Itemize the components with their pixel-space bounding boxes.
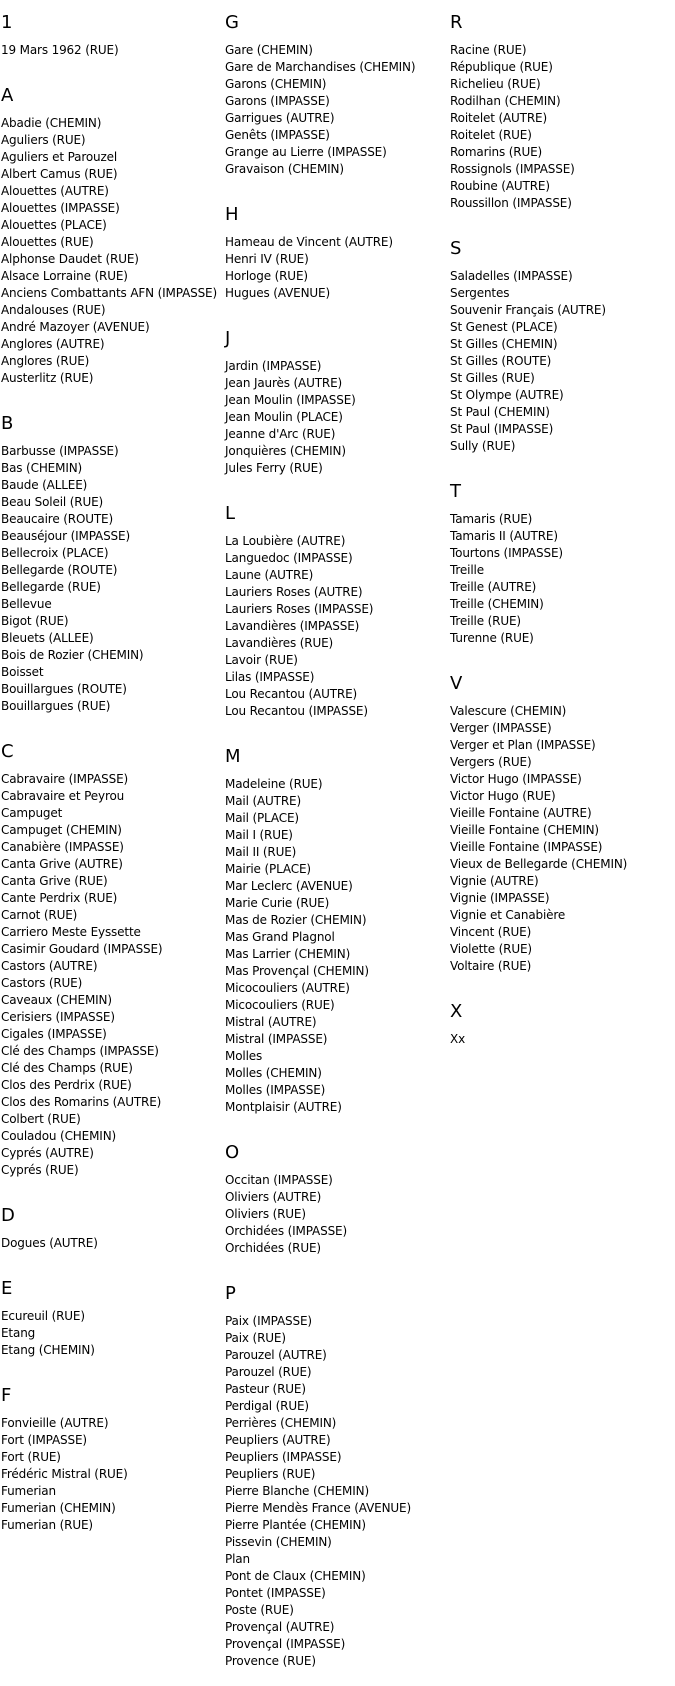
street-entry: Clos des Perdrix (RUE) (1, 1078, 132, 1092)
street-entry: Lou Recantou (AUTRE) (225, 687, 358, 701)
street-entry: 19 Mars 1962 (RUE) (1, 43, 119, 57)
street-entry: Bois de Rozier (CHEMIN) (1, 648, 144, 662)
street-entry: Souvenir Français (AUTRE) (450, 303, 606, 317)
street-entry: Voltaire (RUE) (450, 959, 532, 973)
street-entry: Aguliers et Parouzel (1, 150, 118, 164)
street-entry: St Genest (PLACE) (450, 320, 558, 334)
street-entry: Marie Curie (RUE) (225, 896, 330, 910)
street-entry: Bellegarde (RUE) (1, 580, 101, 594)
street-entry: Mistral (IMPASSE) (225, 1032, 328, 1046)
index-column-2 (225, 12, 450, 1670)
street-entry: Etang (CHEMIN) (1, 1343, 95, 1357)
street-entry: Abadie (CHEMIN) (1, 116, 102, 130)
street-entry: Jean Jaurès (AUTRE) (225, 376, 343, 390)
section-letter-heading: R (450, 12, 463, 33)
street-entry: Peupliers (AUTRE) (225, 1433, 331, 1447)
street-entry: Montplaisir (AUTRE) (225, 1100, 342, 1114)
street-entry: Jeanne d'Arc (RUE) (225, 427, 336, 441)
street-entry: Parouzel (AUTRE) (225, 1348, 327, 1362)
section-letter-heading: H (225, 204, 239, 225)
section-spacer (450, 647, 675, 673)
street-entry: Micocouliers (RUE) (225, 998, 335, 1012)
street-list (1, 771, 221, 1179)
street-entry: André Mazoyer (AVENUE) (1, 320, 150, 334)
street-entry: Tourtons (IMPASSE) (450, 546, 563, 560)
section-spacer (1, 387, 221, 413)
street-entry: Alouettes (AUTRE) (1, 184, 109, 198)
street-entry: Roussillon (IMPASSE) (450, 196, 572, 210)
street-entry: St Gilles (ROUTE) (450, 354, 552, 368)
street-entry: Baude (ALLEE) (1, 478, 88, 492)
section-letter-heading: F (1, 1385, 12, 1406)
street-entry: Verger et Plan (IMPASSE) (450, 738, 596, 752)
street-entry: Jules Ferry (RUE) (225, 461, 323, 475)
section-letter-heading: A (1, 85, 14, 106)
street-entry: Canta Grive (AUTRE) (1, 857, 123, 871)
street-entry: Roitelet (AUTRE) (450, 111, 548, 125)
street-entry: Mas de Rozier (CHEMIN) (225, 913, 367, 927)
street-entry: Vincent (RUE) (450, 925, 532, 939)
street-entry: Jean Moulin (IMPASSE) (225, 393, 356, 407)
street-entry: Languedoc (IMPASSE) (225, 551, 353, 565)
street-entry: St Paul (IMPASSE) (450, 422, 554, 436)
street-entry: Pierre Mendès France (AVENUE) (225, 1501, 411, 1515)
street-entry: Mar Leclerc (AVENUE) (225, 879, 353, 893)
street-entry: Romarins (RUE) (450, 145, 543, 159)
street-entry: Pasteur (RUE) (225, 1382, 306, 1396)
street-entry: Hugues (AVENUE) (225, 286, 330, 300)
street-entry: Dogues (AUTRE) (1, 1236, 98, 1250)
street-entry: Gare de Marchandises (CHEMIN) (225, 60, 416, 74)
street-entry: Alouettes (RUE) (1, 235, 94, 249)
street-entry: St Gilles (CHEMIN) (450, 337, 558, 351)
street-list (1, 443, 221, 715)
section-letter-heading: T (450, 481, 461, 502)
street-entry: Provençal (IMPASSE) (225, 1637, 346, 1651)
street-entry: Cyprés (RUE) (1, 1163, 79, 1177)
street-entry: Vieille Fontaine (IMPASSE) (450, 840, 603, 854)
street-entry: Anglores (RUE) (1, 354, 90, 368)
street-entry: Jonquières (CHEMIN) (225, 444, 346, 458)
section-spacer (225, 1257, 450, 1283)
letter-section (450, 673, 675, 1001)
street-entry: Provence (RUE) (225, 1654, 316, 1668)
section-spacer (225, 720, 450, 746)
street-list (450, 42, 675, 212)
street-entry: Violette (RUE) (450, 942, 532, 956)
street-entry: Tamaris (RUE) (450, 512, 533, 526)
street-list (450, 268, 675, 455)
street-entry: Cabravaire (IMPASSE) (1, 772, 129, 786)
street-entry: Andalouses (RUE) (1, 303, 106, 317)
street-entry: Mas Larrier (CHEMIN) (225, 947, 351, 961)
street-list (1, 42, 221, 59)
street-entry: Mairie (PLACE) (225, 862, 311, 876)
section-spacer (1, 1252, 221, 1278)
street-entry: St Gilles (RUE) (450, 371, 535, 385)
section-spacer (450, 455, 675, 481)
street-entry: Parouzel (RUE) (225, 1365, 312, 1379)
street-entry: Molles (IMPASSE) (225, 1083, 326, 1097)
section-letter-heading: X (450, 1001, 463, 1022)
street-entry: Mail II (RUE) (225, 845, 297, 859)
street-entry: Treille (450, 563, 484, 577)
letter-section (225, 503, 450, 746)
street-list (225, 1313, 450, 1670)
street-entry: Castors (RUE) (1, 976, 83, 990)
street-entry: Perdigal (RUE) (225, 1399, 309, 1413)
letter-section (225, 1283, 450, 1670)
street-entry: Alouettes (PLACE) (1, 218, 107, 232)
street-entry: Pierre Plantée (CHEMIN) (225, 1518, 366, 1532)
street-entry: Pont de Claux (CHEMIN) (225, 1569, 366, 1583)
street-entry: Rossignols (IMPASSE) (450, 162, 575, 176)
letter-section (225, 746, 450, 1142)
section-letter-heading: P (225, 1283, 236, 1304)
street-list (450, 1031, 675, 1048)
street-list (1, 115, 221, 387)
street-entry: Jardin (IMPASSE) (225, 359, 322, 373)
letter-section (225, 328, 450, 503)
street-entry: Bouillargues (RUE) (1, 699, 111, 713)
street-entry: Barbusse (IMPASSE) (1, 444, 119, 458)
street-entry: Ecureuil (RUE) (1, 1309, 85, 1323)
letter-section (1, 741, 221, 1205)
street-entry: Rodilhan (CHEMIN) (450, 94, 561, 108)
street-entry: La Loubière (AUTRE) (225, 534, 346, 548)
street-entry: Provençal (AUTRE) (225, 1620, 335, 1634)
street-list (225, 234, 450, 302)
street-entry: Valescure (CHEMIN) (450, 704, 567, 718)
street-entry: Boisset (1, 665, 44, 679)
street-entry: Sergentes (450, 286, 510, 300)
section-letter-heading: B (1, 413, 14, 434)
street-list (1, 1235, 221, 1252)
section-letter-heading: 1 (1, 12, 13, 33)
street-entry: Peupliers (IMPASSE) (225, 1450, 342, 1464)
street-entry: Vignie (AUTRE) (450, 874, 539, 888)
street-entry: Cyprés (AUTRE) (1, 1146, 94, 1160)
street-entry: Oliviers (AUTRE) (225, 1190, 322, 1204)
street-entry: Castors (AUTRE) (1, 959, 98, 973)
street-entry: Austerlitz (RUE) (1, 371, 94, 385)
street-entry: Treille (CHEMIN) (450, 597, 544, 611)
street-entry: Anciens Combattants AFN (IMPASSE) (1, 286, 218, 300)
street-entry: Fumerian (RUE) (1, 1518, 93, 1532)
street-entry: Bouillargues (ROUTE) (1, 682, 127, 696)
street-entry: Roitelet (RUE) (450, 128, 532, 142)
street-entry: Bellecroix (PLACE) (1, 546, 109, 560)
section-spacer (225, 477, 450, 503)
index-column-1 (1, 12, 221, 1534)
street-entry: Clé des Champs (IMPASSE) (1, 1044, 159, 1058)
street-entry: Vieille Fontaine (AUTRE) (450, 806, 592, 820)
street-entry: Molles (225, 1049, 263, 1063)
street-entry: Campuget (CHEMIN) (1, 823, 122, 837)
street-entry: Garons (IMPASSE) (225, 94, 330, 108)
letter-section (225, 1142, 450, 1283)
street-list (225, 358, 450, 477)
section-spacer (1, 1359, 221, 1385)
letter-section (225, 12, 450, 204)
street-entry: Lavandières (IMPASSE) (225, 619, 360, 633)
street-entry: Frédéric Mistral (RUE) (1, 1467, 128, 1481)
section-letter-heading: V (450, 673, 463, 694)
letter-section (1, 12, 221, 85)
street-entry: Richelieu (RUE) (450, 77, 541, 91)
street-entry: Molles (CHEMIN) (225, 1066, 322, 1080)
street-entry: Lavandières (RUE) (225, 636, 334, 650)
street-entry: Gare (CHEMIN) (225, 43, 313, 57)
street-entry: Cante Perdrix (RUE) (1, 891, 118, 905)
street-list (450, 703, 675, 975)
street-entry: Vieux de Bellegarde (CHEMIN) (450, 857, 628, 871)
section-spacer (225, 178, 450, 204)
street-entry: Mas Grand Plagnol (225, 930, 335, 944)
street-entry: Laune (AUTRE) (225, 568, 314, 582)
street-list (450, 511, 675, 647)
street-entry: St Olympe (AUTRE) (450, 388, 564, 402)
street-entry: Lou Recantou (IMPASSE) (225, 704, 368, 718)
street-list (1, 1308, 221, 1359)
street-entry: Lavoir (RUE) (225, 653, 298, 667)
street-entry: Aguliers (RUE) (1, 133, 86, 147)
street-entry: Occitan (IMPASSE) (225, 1173, 333, 1187)
street-entry: Xx (450, 1032, 466, 1046)
street-entry: Tamaris II (AUTRE) (450, 529, 558, 543)
street-entry: Victor Hugo (IMPASSE) (450, 772, 582, 786)
street-entry: Sully (RUE) (450, 439, 516, 453)
street-entry: Lauriers Roses (AUTRE) (225, 585, 363, 599)
street-entry: Alsace Lorraine (RUE) (1, 269, 128, 283)
street-entry: Hameau de Vincent (AUTRE) (225, 235, 393, 249)
street-entry: Etang (1, 1326, 36, 1340)
street-entry: Bleuets (ALLEE) (1, 631, 94, 645)
section-letter-heading: M (225, 746, 241, 767)
section-letter-heading: C (1, 741, 14, 762)
street-entry: Perrières (CHEMIN) (225, 1416, 337, 1430)
street-entry: République (RUE) (450, 60, 553, 74)
section-letter-heading: J (225, 328, 231, 349)
street-entry: Garons (CHEMIN) (225, 77, 327, 91)
street-entry: Canabière (IMPASSE) (1, 840, 124, 854)
street-entry: Cerisiers (IMPASSE) (1, 1010, 115, 1024)
street-list (225, 1172, 450, 1257)
letter-section (450, 12, 675, 238)
street-entry: Pierre Blanche (CHEMIN) (225, 1484, 369, 1498)
section-spacer (225, 302, 450, 328)
street-entry: Treille (RUE) (450, 614, 521, 628)
street-entry: Gravaison (CHEMIN) (225, 162, 344, 176)
street-entry: Carriero Meste Eyssette (1, 925, 141, 939)
street-entry: Paix (IMPASSE) (225, 1314, 312, 1328)
street-entry: Mail (AUTRE) (225, 794, 301, 808)
street-entry: Clos des Romarins (AUTRE) (1, 1095, 162, 1109)
section-spacer (450, 975, 675, 1001)
section-spacer (1, 59, 221, 85)
section-spacer (225, 1116, 450, 1142)
street-entry: Alphonse Daudet (RUE) (1, 252, 139, 266)
section-letter-heading: G (225, 12, 239, 33)
street-entry: Colbert (RUE) (1, 1112, 81, 1126)
street-entry: Campuget (1, 806, 63, 820)
street-entry: Anglores (AUTRE) (1, 337, 105, 351)
letter-section (1, 413, 221, 741)
street-entry: Micocouliers (AUTRE) (225, 981, 350, 995)
street-entry: Turenne (RUE) (450, 631, 534, 645)
street-entry: Fumerian (1, 1484, 56, 1498)
street-entry: St Paul (CHEMIN) (450, 405, 550, 419)
street-entry: Bas (CHEMIN) (1, 461, 83, 475)
street-list (1, 1415, 221, 1534)
section-letter-heading: D (1, 1205, 15, 1226)
street-entry: Fonvieille (AUTRE) (1, 1416, 109, 1430)
street-entry: Treille (AUTRE) (450, 580, 537, 594)
section-spacer (1, 1179, 221, 1205)
section-letter-heading: S (450, 238, 462, 259)
index-column-3 (450, 12, 675, 1048)
street-entry: Casimir Goudard (IMPASSE) (1, 942, 163, 956)
street-entry: Clé des Champs (RUE) (1, 1061, 133, 1075)
street-entry: Mail (PLACE) (225, 811, 299, 825)
street-entry: Couladou (CHEMIN) (1, 1129, 117, 1143)
street-entry: Albert Camus (RUE) (1, 167, 118, 181)
street-entry: Carnot (RUE) (1, 908, 78, 922)
street-entry: Jean Moulin (PLACE) (225, 410, 343, 424)
street-entry: Genêts (IMPASSE) (225, 128, 330, 142)
street-entry: Bellevue (1, 597, 52, 611)
street-entry: Henri IV (RUE) (225, 252, 309, 266)
street-entry: Pontet (IMPASSE) (225, 1586, 326, 1600)
street-entry: Horloge (RUE) (225, 269, 308, 283)
letter-section (450, 1001, 675, 1048)
street-entry: Pissevin (CHEMIN) (225, 1535, 332, 1549)
street-entry: Paix (RUE) (225, 1331, 286, 1345)
street-entry: Lauriers Roses (IMPASSE) (225, 602, 374, 616)
street-entry: Plan (225, 1552, 250, 1566)
street-entry: Garrigues (AUTRE) (225, 111, 335, 125)
street-entry: Beau Soleil (RUE) (1, 495, 104, 509)
street-entry: Fort (RUE) (1, 1450, 61, 1464)
street-entry: Mistral (AUTRE) (225, 1015, 317, 1029)
street-list (225, 533, 450, 720)
street-entry: Beauséjour (IMPASSE) (1, 529, 130, 543)
section-letter-heading: E (1, 1278, 13, 1299)
section-letter-heading: L (225, 503, 236, 524)
street-entry: Roubine (AUTRE) (450, 179, 550, 193)
street-entry: Racine (RUE) (450, 43, 527, 57)
street-entry: Beaucaire (ROUTE) (1, 512, 114, 526)
letter-section (1, 85, 221, 413)
street-entry: Saladelles (IMPASSE) (450, 269, 573, 283)
letter-section (225, 204, 450, 328)
street-entry: Mail I (RUE) (225, 828, 293, 842)
street-entry: Cabravaire et Peyrou (1, 789, 125, 803)
street-entry: Madeleine (RUE) (225, 777, 323, 791)
street-entry: Lilas (IMPASSE) (225, 670, 315, 684)
street-entry: Vergers (RUE) (450, 755, 532, 769)
section-spacer (450, 212, 675, 238)
street-entry: Canta Grive (RUE) (1, 874, 108, 888)
letter-section (1, 1385, 221, 1534)
street-entry: Mas Provençal (CHEMIN) (225, 964, 369, 978)
street-entry: Alouettes (IMPASSE) (1, 201, 120, 215)
street-entry: Fort (IMPASSE) (1, 1433, 87, 1447)
street-entry: Peupliers (RUE) (225, 1467, 316, 1481)
street-entry: Vieille Fontaine (CHEMIN) (450, 823, 599, 837)
street-entry: Orchidées (IMPASSE) (225, 1224, 348, 1238)
street-entry: Verger (IMPASSE) (450, 721, 552, 735)
street-entry: Victor Hugo (RUE) (450, 789, 556, 803)
street-entry: Cigales (IMPASSE) (1, 1027, 107, 1041)
street-entry: Vignie (IMPASSE) (450, 891, 550, 905)
letter-section (450, 238, 675, 481)
street-entry: Grange au Lierre (IMPASSE) (225, 145, 387, 159)
letter-section (1, 1205, 221, 1278)
street-entry: Fumerian (CHEMIN) (1, 1501, 116, 1515)
street-entry: Bellegarde (ROUTE) (1, 563, 118, 577)
street-entry: Oliviers (RUE) (225, 1207, 306, 1221)
letter-section (450, 481, 675, 673)
section-letter-heading: O (225, 1142, 240, 1163)
street-list (225, 776, 450, 1116)
street-entry: Bigot (RUE) (1, 614, 69, 628)
street-entry: Caveaux (CHEMIN) (1, 993, 112, 1007)
section-spacer (1, 715, 221, 741)
street-entry: Orchidées (RUE) (225, 1241, 321, 1255)
street-list (225, 42, 450, 178)
street-entry: Poste (RUE) (225, 1603, 294, 1617)
letter-section (1, 1278, 221, 1385)
street-entry: Vignie et Canabière (450, 908, 566, 922)
